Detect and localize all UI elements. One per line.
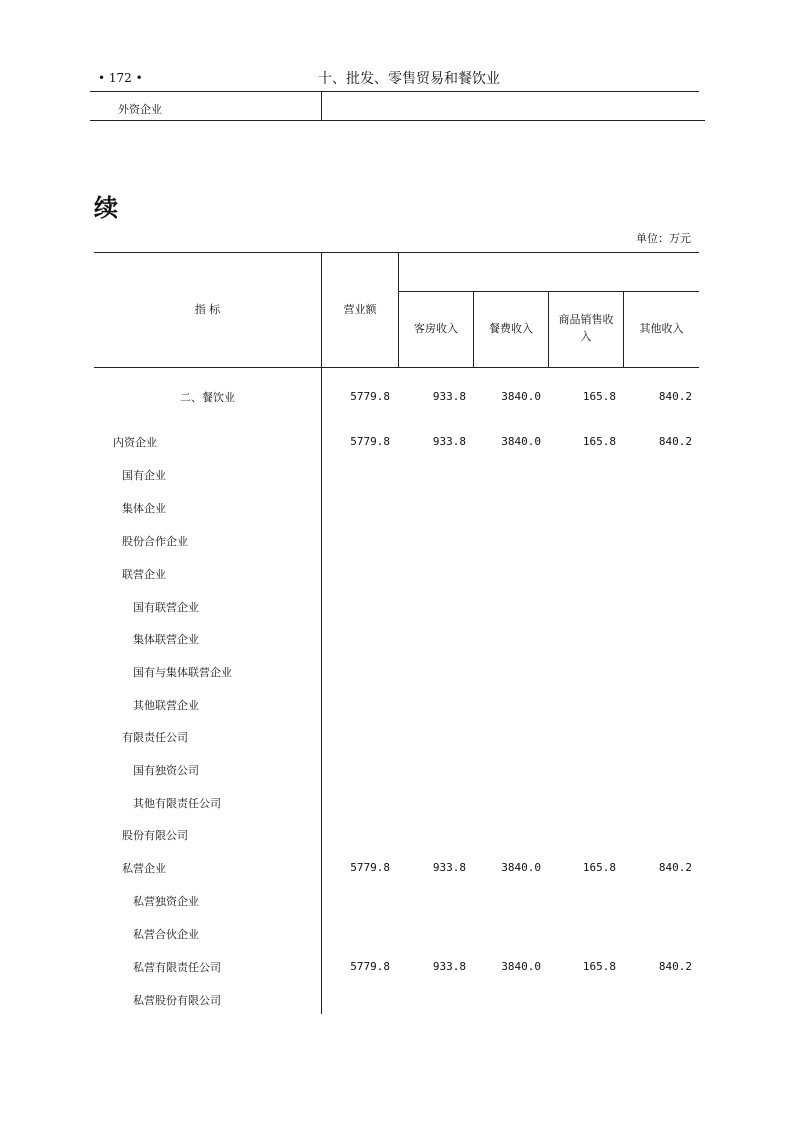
row-value-catering: 3840.0	[501, 960, 541, 973]
header-room-revenue: 客房收入	[414, 322, 458, 335]
prev-row-label: 外资企业	[118, 103, 162, 116]
row-label: 私营独资企业	[133, 895, 199, 908]
header-goods-line2: 入	[580, 330, 592, 343]
row-label: 有限责任公司	[122, 731, 188, 744]
row-label: 私营合伙企业	[133, 928, 199, 941]
row-label: 其他联营企业	[133, 699, 199, 712]
row-value-catering: 3840.0	[501, 390, 541, 403]
chapter-title: 十、批发、零售贸易和餐饮业	[318, 71, 500, 87]
row-value-revenue: 5779.8	[350, 435, 390, 448]
revenue-column-divider	[398, 252, 399, 367]
row-label: 联营企业	[122, 568, 166, 581]
row-value-revenue: 5779.8	[350, 861, 390, 874]
header-revenue: 营业额	[343, 303, 377, 316]
header-goods-revenue	[549, 311, 623, 345]
prev-table-divider	[321, 92, 322, 120]
row-value-goods: 165.8	[582, 390, 616, 403]
row-value-other: 840.2	[658, 435, 692, 448]
header-bottom-rule	[94, 367, 699, 368]
table-top-rule	[94, 252, 699, 253]
page-number: • 172 •	[98, 71, 143, 85]
row-value-revenue: 5779.8	[350, 390, 390, 403]
row-value-other: 840.2	[658, 960, 692, 973]
row-label: 集体联营企业	[133, 633, 199, 646]
row-value-catering: 3840.0	[501, 435, 541, 448]
row-label: 国有企业	[122, 469, 166, 482]
row-label: 私营企业	[122, 862, 166, 875]
continued-label: 续	[94, 193, 118, 222]
row-value-room: 933.8	[432, 960, 466, 973]
row-label: 其他有限责任公司	[133, 797, 221, 810]
row-label: 二、餐饮业	[180, 391, 235, 404]
header-catering-revenue: 餐费收入	[489, 322, 533, 335]
row-value-catering: 3840.0	[501, 861, 541, 874]
row-value-goods: 165.8	[582, 861, 616, 874]
header-indicator: 指 标	[194, 303, 221, 316]
row-value-other: 840.2	[658, 390, 692, 403]
row-label: 国有联营企业	[133, 601, 199, 614]
row-value-goods: 165.8	[582, 960, 616, 973]
row-label: 国有独资公司	[133, 764, 199, 777]
row-value-other: 840.2	[658, 861, 692, 874]
row-label: 股份有限公司	[122, 829, 188, 842]
row-value-room: 933.8	[432, 390, 466, 403]
row-label: 内资企业	[113, 436, 157, 449]
header-rule	[90, 91, 699, 92]
row-label: 股份合作企业	[122, 535, 188, 548]
unit-label: 单位：万元	[636, 232, 691, 245]
row-label: 集体企业	[122, 502, 166, 515]
row-label: 国有与集体联营企业	[133, 666, 232, 679]
prev-table-bottom-rule	[90, 120, 705, 121]
row-value-goods: 165.8	[582, 435, 616, 448]
row-label: 私营有限责任公司	[133, 961, 221, 974]
header-other-revenue: 其他收入	[639, 322, 684, 335]
row-label: 私营股份有限公司	[133, 994, 221, 1007]
indicator-column-divider	[321, 252, 322, 1014]
row-value-room: 933.8	[432, 861, 466, 874]
row-value-room: 933.8	[432, 435, 466, 448]
header-goods-line1: 商品销售收	[558, 313, 614, 326]
row-value-revenue: 5779.8	[350, 960, 390, 973]
